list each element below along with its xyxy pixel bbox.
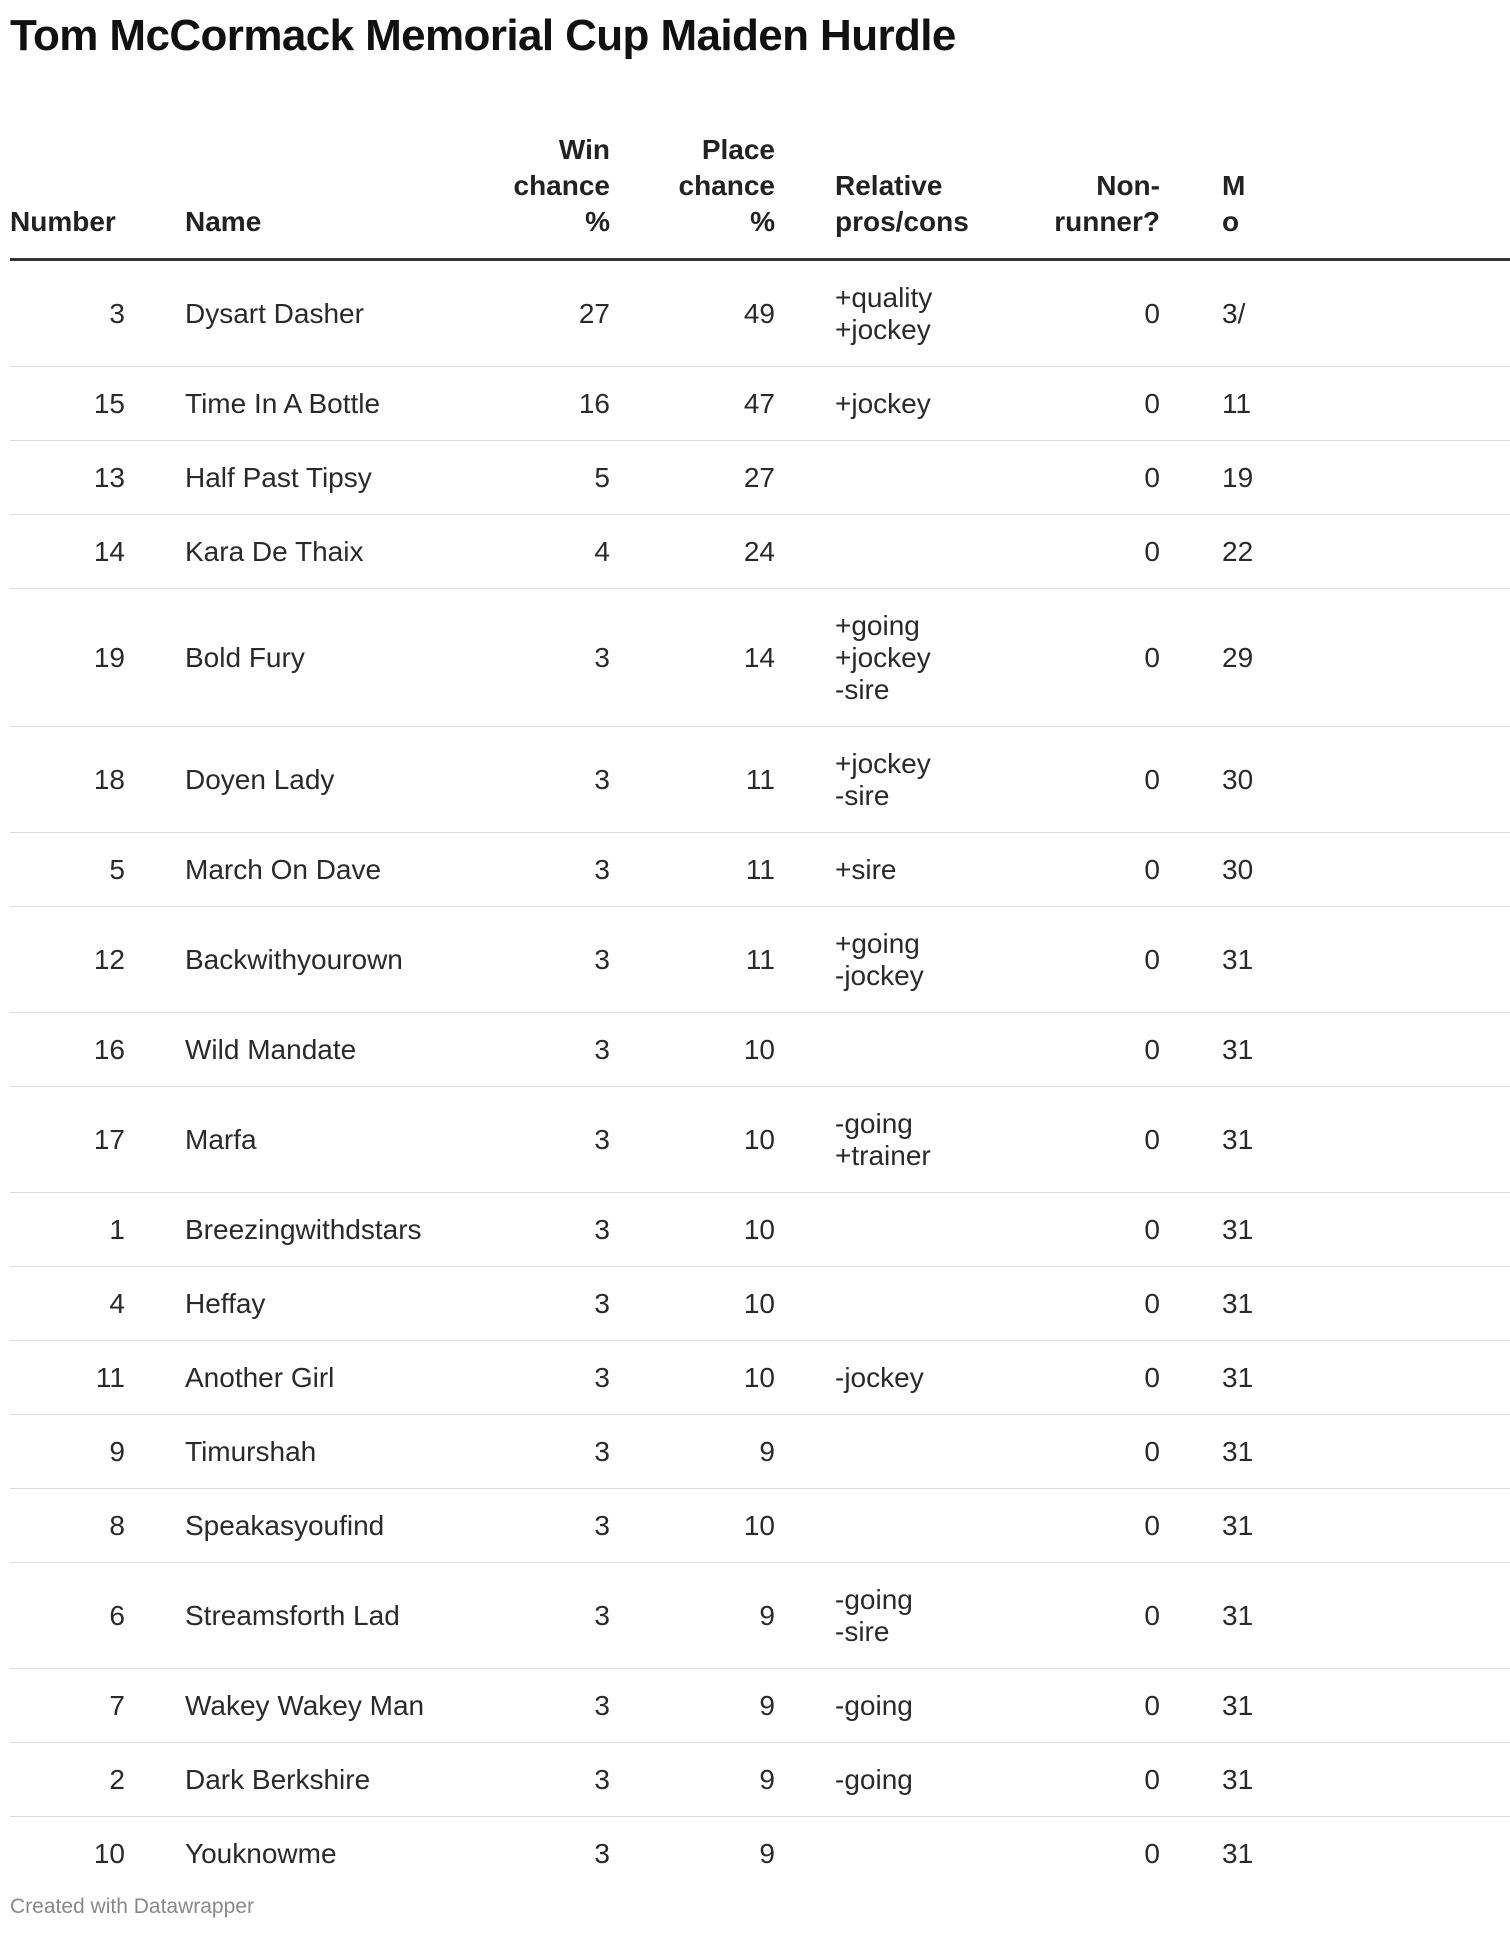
cell-odds: 22 <box>1160 515 1510 589</box>
cell-non-runner: 0 <box>985 907 1160 1013</box>
cell-place-chance: 10 <box>610 1267 775 1341</box>
cell-odds: 30 <box>1160 833 1510 907</box>
cell-win-chance: 16 <box>465 367 610 441</box>
table-row <box>10 1743 1510 1817</box>
table-row <box>10 1669 1510 1743</box>
cell-odds: 31 <box>1160 1087 1510 1193</box>
cell-number: 11 <box>10 1341 125 1415</box>
pros-cons-item: -going <box>835 1689 913 1721</box>
pros-cons-item: -going <box>835 1583 913 1615</box>
cell-name: Breezingwithdstars <box>185 1193 465 1267</box>
cell-non-runner: 0 <box>985 1087 1160 1193</box>
cell-non-runner: 0 <box>985 260 1160 367</box>
cell-win-chance: 4 <box>465 515 610 589</box>
pros-cons-item: -sire <box>835 779 890 811</box>
column-spacer <box>125 105 185 260</box>
cell-spacer <box>125 1415 185 1489</box>
table-row <box>10 1193 1510 1267</box>
pros-cons-item: +jockey <box>835 641 931 673</box>
cell-non-runner: 0 <box>985 1669 1160 1743</box>
table-row <box>10 1267 1510 1341</box>
cell-win-chance: 3 <box>465 589 610 727</box>
cell-non-runner: 0 <box>985 1013 1160 1087</box>
cell-place-chance: 14 <box>610 589 775 727</box>
cell-name: Wild Mandate <box>185 1013 465 1087</box>
header-line: M <box>1222 170 1246 201</box>
cell-pros-cons <box>775 515 985 589</box>
cell-place-chance: 9 <box>610 1669 775 1743</box>
cell-spacer <box>125 1193 185 1267</box>
cell-number: 6 <box>10 1563 125 1669</box>
cell-name: Youknowme <box>185 1837 337 1869</box>
cell-place-chance: 9 <box>610 1415 775 1489</box>
cell-place-chance: 10 <box>610 1013 775 1087</box>
cell-win-chance: 3 <box>594 1837 610 1869</box>
cell-non-runner: 0 <box>1144 1837 1160 1869</box>
cell-win-chance: 3 <box>465 1669 610 1743</box>
cell-odds: 31 <box>1160 1563 1510 1669</box>
header-line: chance <box>513 170 610 201</box>
cell-spacer <box>125 515 185 589</box>
cell-number: 4 <box>10 1267 125 1341</box>
cell-place-chance: 11 <box>610 833 775 907</box>
header-line: Win <box>558 134 610 165</box>
cell-spacer <box>125 441 185 515</box>
cell-non-runner: 0 <box>985 1267 1160 1341</box>
pros-cons-item: +jockey <box>835 387 931 419</box>
header-line: pros/cons <box>835 206 969 237</box>
cell-spacer <box>125 1743 185 1817</box>
footer-credit[interactable]: Created with Datawrapper <box>10 1895 254 1918</box>
cell-non-runner: 0 <box>985 727 1160 833</box>
cell-place-chance: 10 <box>610 1193 775 1267</box>
pros-cons-item: +trainer <box>835 1139 931 1171</box>
cell-win-chance: 3 <box>465 1415 610 1489</box>
cell-non-runner: 0 <box>985 367 1160 441</box>
cell-odds: 31 <box>1160 1013 1510 1087</box>
cell-odds: 31 <box>1160 1489 1510 1563</box>
cell-spacer <box>125 1087 185 1193</box>
cell-odds: 19 <box>1160 441 1510 515</box>
cell-win-chance: 3 <box>465 1267 610 1341</box>
cell-name: March On Dave <box>185 833 465 907</box>
column-header-name[interactable]: Name <box>185 105 465 260</box>
cell-spacer <box>125 1669 185 1743</box>
column-header-pros-cons[interactable] <box>775 105 985 260</box>
cell-non-runner: 0 <box>985 1415 1160 1489</box>
cell-number: 2 <box>10 1743 125 1817</box>
cell-name: Kara De Thaix <box>185 515 465 589</box>
cell-spacer <box>125 1341 185 1415</box>
cell-odds: 31 <box>1160 1341 1510 1415</box>
cell-spacer <box>125 907 185 1013</box>
header-line: Non- <box>1096 170 1160 201</box>
column-header-odds[interactable] <box>1160 105 1510 260</box>
pros-cons-item: +jockey <box>835 747 931 779</box>
cell-non-runner: 0 <box>985 1489 1160 1563</box>
header-line: chance <box>678 170 775 201</box>
race-table <box>10 105 1510 1890</box>
cell-spacer <box>125 589 185 727</box>
cell-win-chance: 3 <box>465 727 610 833</box>
cell-pros-cons <box>775 907 985 1013</box>
cell-spacer <box>125 833 185 907</box>
cell-win-chance: 3 <box>465 833 610 907</box>
table-row <box>10 515 1510 589</box>
pros-cons-item: +quality <box>835 281 933 313</box>
cell-odds: 30 <box>1160 727 1510 833</box>
cell-win-chance: 27 <box>465 260 610 367</box>
cell-place-chance: 9 <box>759 1837 775 1869</box>
table-row <box>10 1415 1510 1489</box>
table-row <box>10 441 1510 515</box>
cell-odds: 3/ <box>1160 260 1510 367</box>
column-header-number[interactable]: Number <box>10 105 125 260</box>
cell-odds: 29 <box>1160 589 1510 727</box>
table-body <box>10 260 1510 1891</box>
cell-spacer <box>125 1013 185 1087</box>
cell-name: Time In A Bottle <box>185 367 465 441</box>
table-row <box>10 589 1510 727</box>
cell-name: Streamsforth Lad <box>185 1563 465 1669</box>
cell-place-chance: 11 <box>610 907 775 1013</box>
cell-number: 17 <box>10 1087 125 1193</box>
cell-spacer <box>125 1489 185 1563</box>
pros-cons-item: -going <box>835 1107 913 1139</box>
header-line: Relative <box>835 170 943 201</box>
cell-place-chance: 9 <box>610 1563 775 1669</box>
cell-name: Another Girl <box>185 1341 465 1415</box>
cell-non-runner: 0 <box>985 833 1160 907</box>
cell-number: 8 <box>10 1489 125 1563</box>
cell-name: Wakey Wakey Man <box>185 1669 465 1743</box>
cell-non-runner: 0 <box>985 1193 1160 1267</box>
cell-odds: 11 <box>1160 367 1510 441</box>
pros-cons-item: +going <box>835 927 920 959</box>
cell-pros-cons <box>775 1563 985 1669</box>
cell-place-chance: 49 <box>610 260 775 367</box>
cell-spacer <box>125 1563 185 1669</box>
table-row <box>10 1087 1510 1193</box>
cell-number: 13 <box>10 441 125 515</box>
cell-win-chance: 3 <box>465 1087 610 1193</box>
cell-odds: 31 <box>1160 1415 1510 1489</box>
pros-cons-item: -going <box>835 1763 913 1795</box>
header-line: Place <box>701 134 775 165</box>
cell-pros-cons <box>775 441 985 515</box>
cell-name: Bold Fury <box>185 589 465 727</box>
cell-name: Doyen Lady <box>185 727 465 833</box>
cell-place-chance: 10 <box>610 1341 775 1415</box>
cell-number: 16 <box>10 1013 125 1087</box>
cell-place-chance: 47 <box>610 367 775 441</box>
cell-win-chance: 5 <box>465 441 610 515</box>
cell-pros-cons <box>775 1267 985 1341</box>
column-header-place-chance[interactable] <box>610 105 775 260</box>
cell-number: 15 <box>10 367 125 441</box>
cell-odds: 31 <box>1160 1193 1510 1267</box>
header-line: % <box>585 206 610 237</box>
cell-name: Speakasyoufind <box>185 1489 465 1563</box>
header-row <box>10 105 1510 260</box>
cell-place-chance: 24 <box>610 515 775 589</box>
cell-name: Dark Berkshire <box>185 1743 465 1817</box>
pros-cons-item: -jockey <box>835 1361 924 1393</box>
cell-spacer <box>125 1267 185 1341</box>
table-row <box>10 1817 1510 1891</box>
cell-odds: 31 <box>1160 907 1510 1013</box>
cell-spacer <box>125 260 185 367</box>
header-line: o <box>1222 206 1240 237</box>
cell-number: 5 <box>10 833 125 907</box>
table-row <box>10 1013 1510 1087</box>
cell-pros-cons <box>775 1669 985 1743</box>
pros-cons-item: +going <box>835 609 920 641</box>
cell-number: 1 <box>10 1193 125 1267</box>
pros-cons-item: +jockey <box>835 313 931 345</box>
cell-name: Dysart Dasher <box>185 260 465 367</box>
cell-pros-cons <box>775 833 985 907</box>
cell-spacer <box>125 367 185 441</box>
cell-pros-cons <box>775 1743 985 1817</box>
cell-pros-cons <box>775 1193 985 1267</box>
cell-non-runner: 0 <box>985 441 1160 515</box>
cell-number: 3 <box>10 260 125 367</box>
pros-cons-item: -sire <box>835 673 890 705</box>
cell-odds: 31 <box>1222 1837 1254 1869</box>
table-row <box>10 727 1510 833</box>
cell-pros-cons <box>775 589 985 727</box>
table-row <box>10 1341 1510 1415</box>
table-row <box>10 260 1510 367</box>
cell-place-chance: 9 <box>610 1743 775 1817</box>
chart-title: Tom McCormack Memorial Cup Maiden Hurdle <box>10 11 956 60</box>
table-row <box>10 1489 1510 1563</box>
table-row <box>10 907 1510 1013</box>
cell-non-runner: 0 <box>985 1743 1160 1817</box>
cell-non-runner: 0 <box>985 589 1160 727</box>
cell-pros-cons <box>775 727 985 833</box>
cell-name: Half Past Tipsy <box>185 441 465 515</box>
cell-pros-cons <box>775 1817 985 1891</box>
cell-number: 9 <box>10 1415 125 1489</box>
column-header-win-chance[interactable] <box>465 105 610 260</box>
cell-name: Timurshah <box>185 1415 465 1489</box>
cell-number: 12 <box>10 907 125 1013</box>
cell-pros-cons <box>775 260 985 367</box>
cell-spacer <box>125 1817 185 1891</box>
cell-name: Marfa <box>185 1087 465 1193</box>
pros-cons-item: -sire <box>835 1615 890 1647</box>
header-line: runner? <box>1054 206 1160 237</box>
cell-win-chance: 3 <box>465 1743 610 1817</box>
cell-odds: 31 <box>1160 1267 1510 1341</box>
table-viewport[interactable] <box>10 105 1254 1875</box>
table-row <box>10 1563 1510 1669</box>
pros-cons-item: +sire <box>835 853 897 885</box>
table-row <box>10 367 1510 441</box>
pros-cons-item: -jockey <box>835 959 924 991</box>
cell-pros-cons <box>775 1341 985 1415</box>
cell-win-chance: 3 <box>465 907 610 1013</box>
cell-pros-cons <box>775 1489 985 1563</box>
cell-number: 19 <box>10 589 125 727</box>
cell-non-runner: 0 <box>985 1341 1160 1415</box>
cell-place-chance: 11 <box>610 727 775 833</box>
cell-pros-cons <box>775 1013 985 1087</box>
cell-win-chance: 3 <box>465 1489 610 1563</box>
cell-place-chance: 27 <box>610 441 775 515</box>
cell-win-chance: 3 <box>465 1013 610 1087</box>
cell-number: 10 <box>93 1837 125 1869</box>
cell-spacer <box>125 727 185 833</box>
cell-win-chance: 3 <box>465 1563 610 1669</box>
column-header-non-runner[interactable] <box>985 105 1160 260</box>
cell-odds: 31 <box>1160 1669 1510 1743</box>
cell-win-chance: 3 <box>465 1193 610 1267</box>
cell-win-chance: 3 <box>465 1341 610 1415</box>
cell-place-chance: 10 <box>610 1489 775 1563</box>
cell-pros-cons <box>775 1087 985 1193</box>
cell-number: 18 <box>10 727 125 833</box>
cell-place-chance: 10 <box>610 1087 775 1193</box>
cell-name: Backwithyourown <box>185 907 465 1013</box>
cell-name: Heffay <box>185 1267 465 1341</box>
cell-non-runner: 0 <box>985 1563 1160 1669</box>
cell-pros-cons <box>775 367 985 441</box>
cell-number: 14 <box>10 515 125 589</box>
cell-non-runner: 0 <box>985 515 1160 589</box>
cell-pros-cons <box>775 1415 985 1489</box>
table-row <box>10 833 1510 907</box>
header-line: % <box>750 206 775 237</box>
cell-odds: 31 <box>1160 1743 1510 1817</box>
cell-number: 7 <box>10 1669 125 1743</box>
